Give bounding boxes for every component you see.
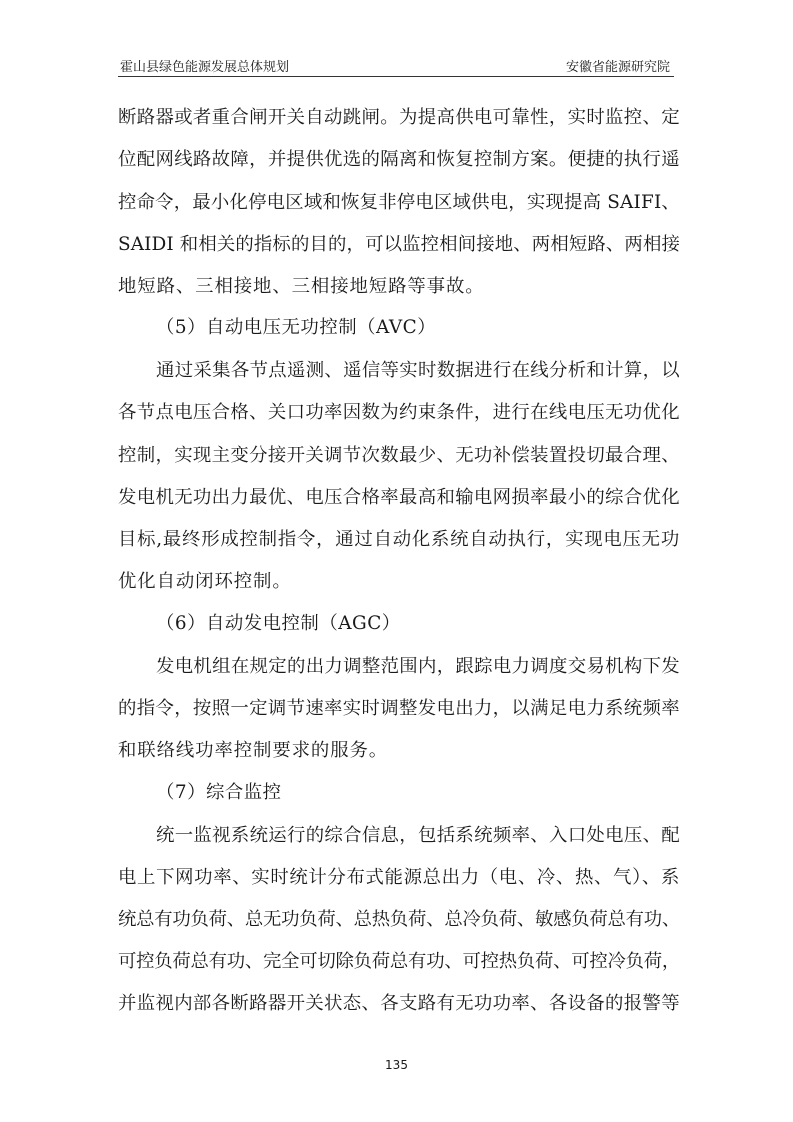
text-line: 位配网线路故障，并提供优选的隔离和恢复控制方案。便捷的执行遥 — [118, 149, 680, 170]
text-line: 通过采集各节点遥测、遥信等实时数据进行在线分析和计算，以 — [156, 360, 680, 381]
text-line: 目标,最终形成控制指令，通过自动化系统自动执行，实现电压无功 — [118, 529, 680, 550]
running-header — [118, 52, 674, 77]
text-line: 发电机无功出力最优、电压合格率最高和输电网损率最小的综合优化 — [118, 487, 680, 508]
text-line: 的指令，按照一定调节速率实时调整发电出力，以满足电力系统频率 — [118, 698, 680, 719]
text-line: 控制，实现主变分接开关调节次数最少、无功补偿装置投切最合理、 — [118, 445, 680, 466]
text-line: 统一监视系统运行的综合信息，包括系统频率、入口处电压、配 — [156, 825, 680, 846]
text-line: 断路器或者重合闸开关自动跳闸。为提高供电可靠性，实时监控、定 — [118, 107, 680, 128]
text-line: 地短路、三相接地、三相接地短路等事故。 — [118, 276, 485, 297]
text-line: 优化自动闭环控制。 — [118, 571, 292, 592]
text-line: 和联络线功率控制要求的服务。 — [118, 740, 389, 761]
text-line: 控命令，最小化停电区域和恢复非停电区域供电，实现提高 SAIFI、 — [118, 192, 680, 213]
header-document-title: 霍山县绿色能源发展总体规划 — [120, 60, 290, 75]
text-line: 统总有功负荷、总无功负荷、总热负荷、总冷负荷、敏感负荷总有功、 — [118, 909, 680, 930]
text-line: 电上下网功率、实时统计分布式能源总出力（电、冷、热、气）、系 — [118, 867, 680, 888]
section-heading-monitoring: （7）综合监控 — [156, 782, 282, 803]
text-line: 各节点电压合格、关口功率因数为约束条件，进行在线电压无功优化 — [118, 402, 680, 423]
section-heading-avc: （5）自动电压无功控制（AVC） — [156, 317, 437, 338]
section-heading-agc: （6）自动发电控制（AGC） — [156, 613, 401, 634]
page-number: 135 — [385, 1058, 408, 1072]
text-line: SAIDI 和相关的指标的目的，可以监控相间接地、两相短路、两相接 — [118, 234, 680, 255]
header-organization: 安徽省能源研究院 — [565, 60, 670, 75]
text-line: 可控负荷总有功、完全可切除负荷总有功、可控热负荷、可控冷负荷， — [118, 951, 680, 972]
text-line: 发电机组在规定的出力调整范围内，跟踪电力调度交易机构下发 — [156, 656, 680, 677]
text-line: 并监视内部各断路器开关状态、各支路有无功功率、各设备的报警等 — [118, 993, 680, 1014]
